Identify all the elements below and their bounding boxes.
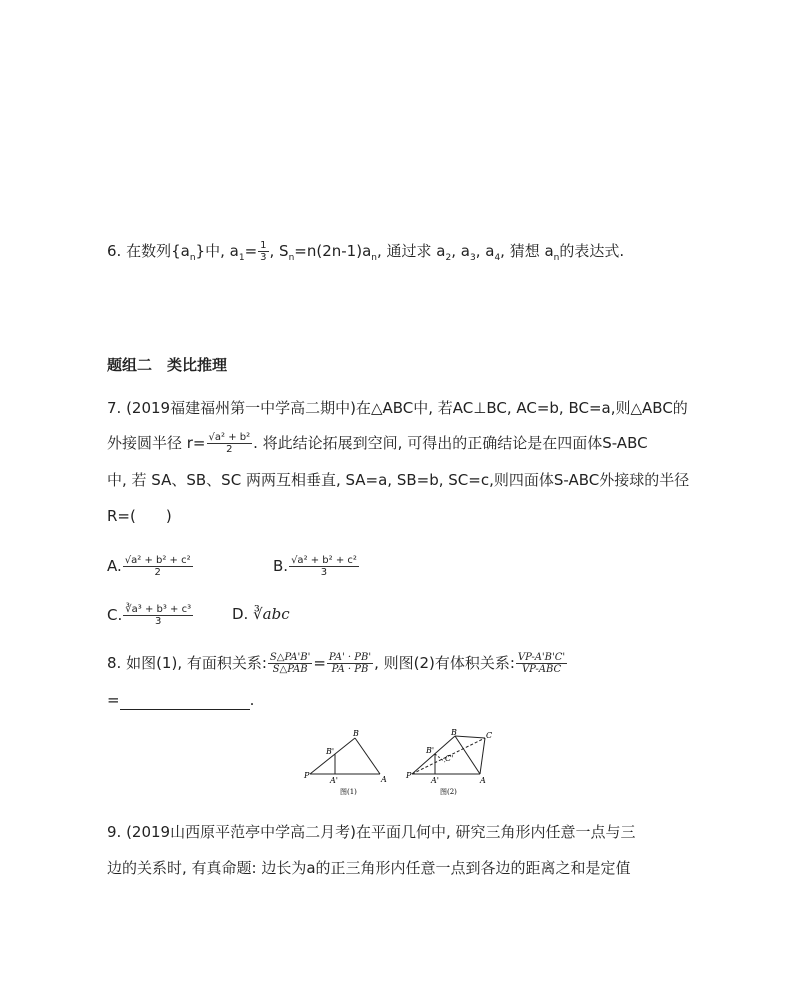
q6-text: 的表达式. <box>559 242 625 260</box>
fraction-numerator: ∛a³ + b³ + c³ <box>125 604 192 615</box>
q6-text: , a <box>475 242 495 260</box>
option-a <box>107 555 194 578</box>
segment-BA <box>455 736 480 774</box>
fraction-numerator: S△PA'B' <box>269 652 311 663</box>
q7-line-3: 中, 若 SA、SB、SC 两两互相垂直, SA=a, SB=b, SC=c,则四面体S-ABC外接球的半径 <box>107 471 690 489</box>
question-6 <box>107 240 624 268</box>
fraction-denominator: 2 <box>154 567 161 578</box>
segment-BC <box>455 736 485 738</box>
q6-text: }中, a <box>195 242 239 260</box>
label-C: C <box>486 731 493 740</box>
q6-text: , 猜想 a <box>500 242 554 260</box>
q6-sub: n <box>288 253 295 263</box>
radius-fraction <box>207 432 253 455</box>
option-label: C. <box>107 606 123 624</box>
q7-line-4: R=( ) <box>107 507 172 525</box>
option-b <box>273 555 360 578</box>
label-B1: B' <box>326 747 335 756</box>
q6-text: = <box>244 242 258 260</box>
area-fraction-1 <box>268 652 312 675</box>
q7-text: . 将此结论拓展到空间, 可得出的正确结论是在四面体S-ABC <box>253 434 648 452</box>
q6-text: =n(2n-1)a <box>294 242 372 260</box>
label-P: P <box>406 771 412 780</box>
q6-sub: n <box>553 253 560 263</box>
fraction-denominator: 3 <box>320 567 328 578</box>
q7-line-1: 7. (2019福建福州第一中学高二期中)在△ABC中, 若AC⊥BC, AC=b, BC=a,则△ABC的 <box>107 399 688 417</box>
segment-PB <box>310 738 355 774</box>
option-c <box>107 604 194 627</box>
option-a-fraction <box>123 555 193 578</box>
fraction-numerator: 1 <box>260 240 267 251</box>
figure-1 <box>310 738 380 774</box>
label-B: B <box>353 729 359 738</box>
label-B: B <box>451 728 457 737</box>
answer-blank[interactable] <box>120 695 250 710</box>
section-heading: 题组二 类比推理 <box>107 356 228 374</box>
q7-text: 外接圆半径 r= <box>107 434 206 452</box>
fraction-numerator: √a² + b² <box>208 432 251 443</box>
label-A1: A' <box>330 776 338 785</box>
q8-line-1 <box>107 652 568 675</box>
label-P: P <box>304 771 310 780</box>
option-d <box>232 604 290 624</box>
option-d-value: ∛abc <box>253 605 290 623</box>
q8-text: = <box>313 654 326 672</box>
segment-AC <box>480 738 485 774</box>
q9-line-2: 边的关系时, 有真命题: 边长为a的正三角形内任意一点到各边的距离之和是定值 <box>107 859 631 877</box>
q9-line-1: 9. (2019山西原平范亭中学高二月考)在平面几何中, 研究三角形内任意一点与三 <box>107 823 636 841</box>
label-A1: A' <box>431 776 439 785</box>
q6-text: , 通过求 a <box>377 242 446 260</box>
q6-text: 6. 在数列{a <box>107 242 190 260</box>
fraction-numerator: √a² + b² + c² <box>124 555 191 566</box>
segment-BA <box>355 738 380 774</box>
fraction-denominator: PA · PB <box>331 664 369 675</box>
option-label: B. <box>273 557 289 575</box>
q6-fraction <box>258 240 268 263</box>
area-fraction-2 <box>327 652 373 675</box>
option-label: D. <box>232 605 249 623</box>
label-A: A <box>480 776 486 785</box>
option-c-fraction <box>123 604 193 627</box>
q8-text: 8. 如图(1), 有面积关系: <box>107 654 267 672</box>
label-A: A <box>381 775 387 784</box>
fraction-denominator: 3 <box>154 616 162 627</box>
fraction-numerator: PA' · PB' <box>328 652 372 663</box>
geometry-figures <box>300 728 500 800</box>
figure-1-caption: 图(1) <box>340 788 357 796</box>
q8-text: . <box>249 691 255 709</box>
fraction-numerator: √a² + b² + c² <box>291 555 357 566</box>
fraction-denominator: 2 <box>226 444 233 455</box>
q6-text: , a <box>451 242 470 260</box>
q6-text: , S <box>269 242 289 260</box>
q8-text: = <box>107 691 120 709</box>
fraction-denominator: VP-ABC <box>521 664 562 675</box>
q6-sub: 2 <box>445 253 452 263</box>
volume-fraction <box>516 652 567 675</box>
q8-line-2 <box>107 690 254 710</box>
label-B1: B' <box>426 746 435 755</box>
q7-line-2 <box>107 432 648 455</box>
option-b-fraction <box>289 555 359 578</box>
q6-sub: 4 <box>494 253 501 263</box>
q8-text: , 则图(2)有体积关系: <box>374 654 515 672</box>
option-label: A. <box>107 557 122 575</box>
figure-2-caption: 图(2) <box>440 788 457 796</box>
fraction-numerator: VP-A'B'C' <box>517 652 566 663</box>
label-C1: C' <box>445 754 454 763</box>
q6-sub: n <box>189 253 196 263</box>
q6-sub: 1 <box>238 253 245 263</box>
fraction-denominator: 3 <box>260 252 267 263</box>
q6-sub: n <box>371 253 377 263</box>
fraction-denominator: S△PAB <box>272 664 308 675</box>
q6-sub: 3 <box>469 253 476 263</box>
